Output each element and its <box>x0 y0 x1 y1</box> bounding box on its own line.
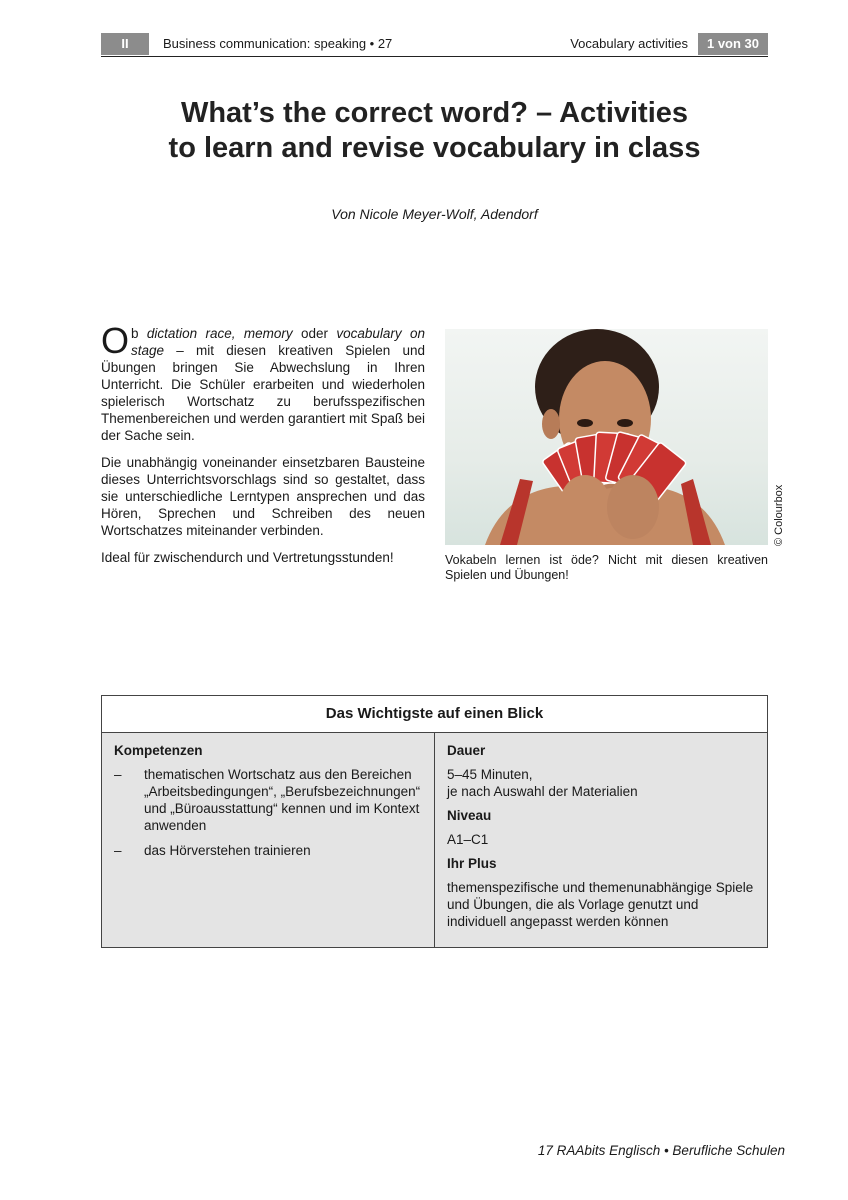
intro-text <box>101 320 425 576</box>
duration-line-1: 5–45 Minuten, <box>447 767 533 782</box>
competencies-heading: Kompetenzen <box>114 743 203 758</box>
plus-heading: Ihr Plus <box>447 856 497 871</box>
page-title <box>101 96 768 166</box>
duration-heading: Dauer <box>447 743 486 758</box>
page-counter: 1 von 30 <box>698 33 768 55</box>
photo-illustration <box>445 329 768 545</box>
competency-item <box>114 842 422 859</box>
level-text: A1–C1 <box>447 832 489 847</box>
competency-item <box>114 766 422 834</box>
photo-credit-text: © Colourbox <box>773 484 785 546</box>
overview-box-title: Das Wichtigste auf einen Blick <box>102 696 767 733</box>
level-badge: II <box>101 33 149 55</box>
intro-emphasis: dictation race, memory <box>146 326 293 341</box>
level-heading: Niveau <box>447 808 492 823</box>
plus-text: themenspezifische und themenunabhängige Spiele und Übungen, die als Vorlage genutzt und individuell angepasst werden können <box>447 880 754 929</box>
overview-box-body <box>102 733 767 947</box>
competencies-column <box>102 733 435 947</box>
intro-paragraph-3: Ideal für zwischendurch und Vertretungsstunden! <box>101 550 394 565</box>
competency-text: das Hörverstehen trainieren <box>144 843 311 858</box>
woman-with-cards-photo <box>445 329 768 545</box>
intro-text-part: b <box>131 326 147 341</box>
author-line: Von Nicole Meyer-Wolf, Adendorf <box>331 206 538 222</box>
overview-box <box>101 695 768 948</box>
section-label: Vocabulary activities <box>570 36 688 51</box>
intro-text-part: – mit diesen kreativen Spielen und Übungen bringen Sie Abwechslung in Ihren Unterricht. Die Schüler erarbeiten und wiederholen spielerisch Wortschatz zu berufsspezifischen Themenbereichen und werden garantiert mit Spaß bei der Sache sein. <box>101 343 425 443</box>
page-header <box>101 33 768 57</box>
intro-paragraph-2: Die unabhängig voneinander einsetzbaren Bausteine dieses Unterrichtsvorschlags sind so gestaltet, dass sie unterschiedliche Lerntypen ansprechen und das Hören, Sprechen und Schreiben des neuen Wortschatzes miteinander verbinden. <box>101 455 425 538</box>
bullet-dash: – <box>114 843 122 858</box>
page-footer: 17 RAAbits Englisch • Berufliche Schulen <box>537 1143 785 1158</box>
photo-credit <box>768 476 792 546</box>
bullet-dash: – <box>114 767 122 782</box>
intro-text-part: oder <box>292 326 337 341</box>
intro-emphasis: vocabulary on stage <box>131 326 425 358</box>
title-line-2: to learn and revise vocabulary in class <box>168 132 701 164</box>
duration-line-2: je nach Auswahl der Materialien <box>447 784 638 799</box>
duration-text <box>447 766 755 800</box>
series-label: Business communication: speaking • 27 <box>163 36 393 51</box>
drop-cap: O <box>101 320 130 361</box>
competency-text: thematischen Wortschatz aus den Bereichen „Arbeitsbedingungen“, „Berufsbezeichnungen“ und „Büroausstattung“ kennen und im Kontext anwenden <box>144 767 421 833</box>
intro-paragraph-1 <box>101 320 425 444</box>
details-column <box>435 733 767 947</box>
photo-caption: Vokabeln lernen ist öde? Nicht mit diesen kreativen Spielen und Übungen! <box>445 553 768 582</box>
title-line-1: What’s the correct word? – Activities <box>180 97 689 129</box>
